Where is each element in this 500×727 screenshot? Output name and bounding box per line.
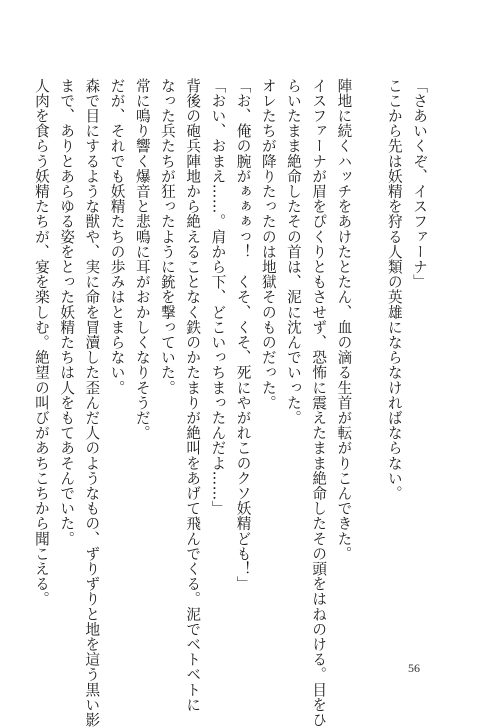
text-line: 「さあいくぞ、イスファーナ」 (411, 78, 428, 290)
text-line: 常に鳴り響く爆音と悲鳴に耳がおかしくなりそうだ。 (133, 78, 151, 441)
text-line: オレたちが降りたったのは地獄そのものだった。 (259, 78, 277, 411)
blank-line (356, 78, 381, 638)
text-line: ここから先は妖精を狩る人類の英雄にならなければならない。 (385, 78, 403, 501)
page-number: 56 (408, 661, 420, 675)
text-line: まで、ありとあらゆる姿をとった妖精たちは人をもてあそんでいた。 (58, 78, 76, 547)
text-line: イスファーナが眉をぴくりともさせず、恐怖に震えたまま絶命したその頭をはねのける。目をひ (310, 78, 328, 727)
text-line: 陣地に続くハッチをあけたとたん、血の滴る生首が転がりこんできた。 (335, 78, 353, 562)
text-line: 人肉を食らう妖精たちが、宴を楽しむ。絶望の叫びがあちこちから聞こえる。 (32, 78, 50, 607)
text-line: 背後の砲兵陣地から絶えることなく鉄のかたまりが絶叫をあげて飛んでくる。泥でベトベトに (184, 78, 202, 713)
text-line: らいたまま絶命したその首は、泥に沈んでいった。 (284, 78, 302, 426)
text-line: なった兵たちが狂ったように銃を撃っていた。 (158, 78, 176, 396)
text-line: 「お、俺の腕がぁぁぁっ！ くそ、くそ、死にやがれこのクソ妖精ども！」 (234, 78, 252, 592)
text-line: 森で目にするような獣や、実に命を冒瀆した歪んだ人のようなもの、ずりずりと地を這う黒い影 (83, 78, 101, 727)
text-line: 「おい、おまえ……。肩から下、どこいっちまったんだよ……」 (209, 78, 227, 516)
text-line: だが、それでも妖精たちの歩みはとまらない。 (108, 78, 126, 396)
